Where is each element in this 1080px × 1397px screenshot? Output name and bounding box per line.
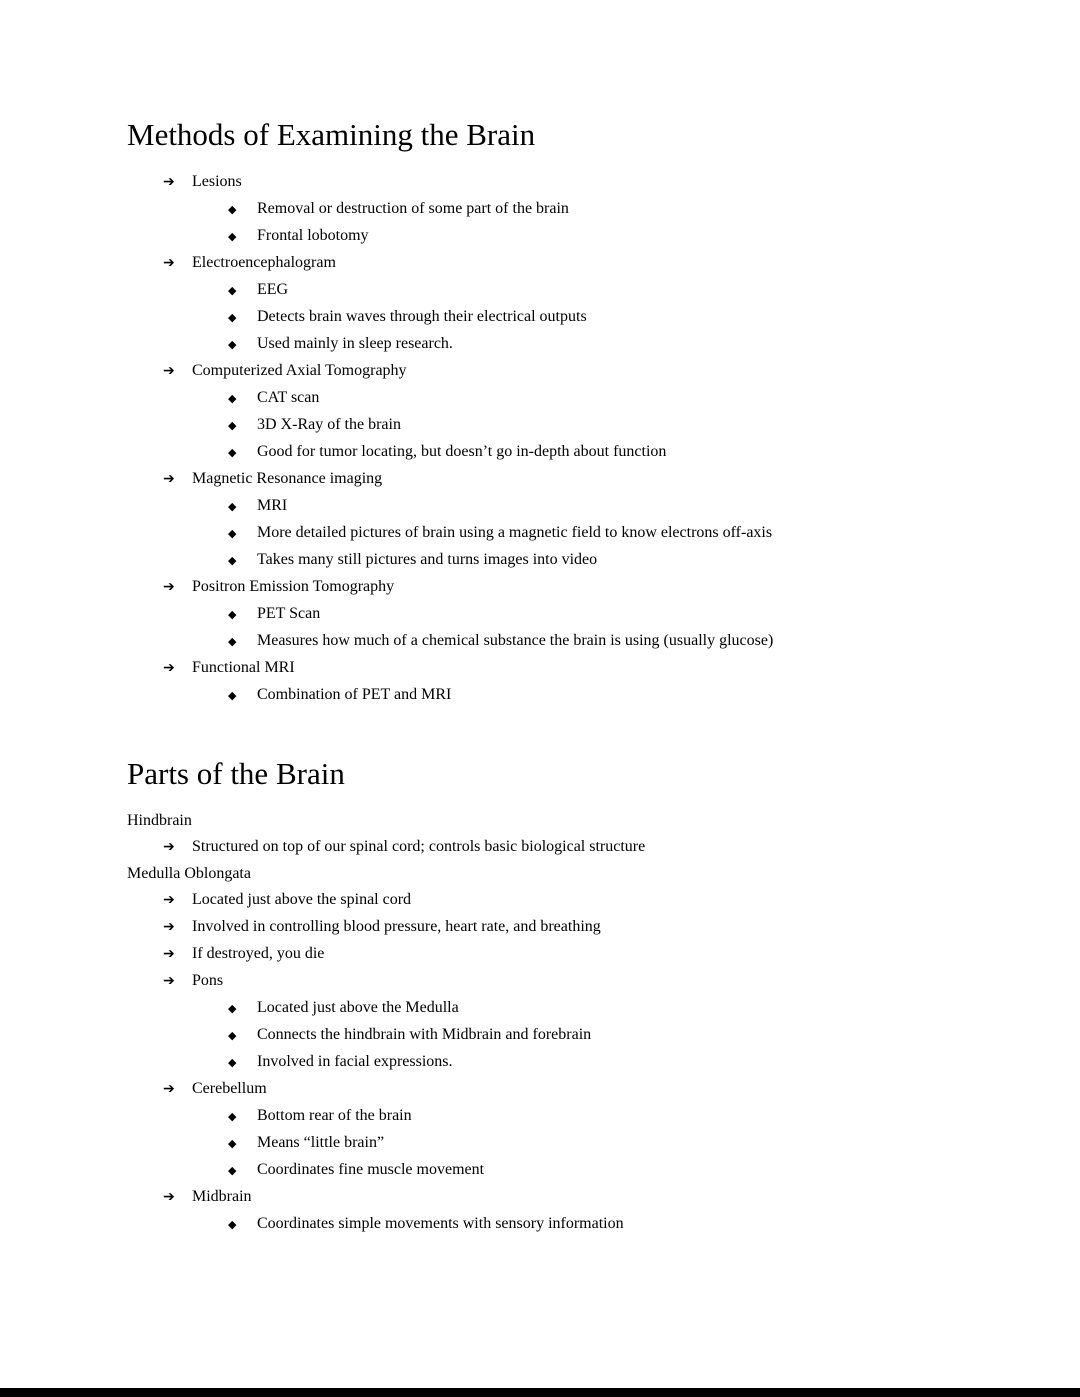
list-item-level2	[228, 304, 1000, 331]
list-item-text: Cerebellum	[192, 1080, 267, 1098]
list-item-text: Used mainly in sleep research.	[257, 335, 453, 353]
list-item-text: Means “little brain”	[257, 1134, 385, 1152]
list-item-text: Positron Emission Tomography	[192, 578, 395, 596]
bullet-list	[127, 887, 1000, 1238]
diamond-bullet-icon: ◆	[228, 1111, 237, 1124]
list-item-text: 3D X-Ray of the brain	[257, 416, 401, 434]
list-item-level2	[228, 1049, 1000, 1076]
arrow-bullet-icon: ➔	[163, 364, 175, 380]
list-item-text: Good for tumor locating, but doesn’t go in-depth about function	[257, 443, 667, 461]
arrow-bullet-icon: ➔	[163, 974, 175, 990]
bullet-list	[127, 169, 1000, 709]
arrow-bullet-icon: ➔	[163, 920, 175, 936]
list-item-text: MRI	[257, 497, 288, 515]
list-item-level2	[228, 385, 1000, 412]
list-item-text: Coordinates simple movements with sensory information	[257, 1215, 624, 1233]
list-item-text: Connects the hindbrain with Midbrain and forebrain	[257, 1026, 592, 1044]
arrow-bullet-icon: ➔	[163, 472, 175, 488]
diamond-bullet-icon: ◆	[228, 1057, 237, 1070]
list-item-level2	[228, 439, 1000, 466]
arrow-bullet-icon: ➔	[163, 1082, 175, 1098]
paragraph: Hindbrain	[127, 812, 192, 830]
arrow-bullet-icon: ➔	[163, 947, 175, 963]
diamond-bullet-icon: ◆	[228, 501, 237, 514]
list-item-level2	[228, 1211, 1000, 1238]
diamond-bullet-icon: ◆	[228, 1138, 237, 1151]
list-item-text: Measures how much of a chemical substance the brain is using (usually glucose)	[257, 632, 774, 650]
bullet-list	[127, 834, 1000, 861]
list-item-text: Structured on top of our spinal cord; controls basic biological structure	[192, 838, 646, 856]
list-item-text: Removal or destruction of some part of the brain	[257, 200, 569, 218]
diamond-bullet-icon: ◆	[228, 555, 237, 568]
paragraph: Medulla Oblongata	[127, 865, 251, 883]
section-heading: Parts of the Brain	[127, 756, 345, 792]
list-item-level2	[228, 628, 1000, 655]
diamond-bullet-icon: ◆	[228, 1165, 237, 1178]
diamond-bullet-icon: ◆	[228, 528, 237, 541]
list-item-text: CAT scan	[257, 389, 320, 407]
arrow-bullet-icon: ➔	[163, 661, 175, 677]
arrow-bullet-icon: ➔	[163, 256, 175, 272]
list-item-text: Lesions	[192, 173, 242, 191]
list-item-level1	[163, 1076, 1000, 1103]
list-item-level1	[163, 1184, 1000, 1211]
document-content	[127, 116, 1000, 1238]
arrow-bullet-icon: ➔	[163, 580, 175, 596]
list-item-text: Bottom rear of the brain	[257, 1107, 412, 1125]
list-item-level2	[228, 223, 1000, 250]
list-item-text: If destroyed, you die	[192, 945, 325, 963]
diamond-bullet-icon: ◆	[228, 420, 237, 433]
diamond-bullet-icon: ◆	[228, 447, 237, 460]
list-item-level1	[163, 466, 1000, 493]
diamond-bullet-icon: ◆	[228, 690, 237, 703]
diamond-bullet-icon: ◆	[228, 609, 237, 622]
diamond-bullet-icon: ◆	[228, 1003, 237, 1016]
arrow-bullet-icon: ➔	[163, 1190, 175, 1206]
list-item-level2	[228, 682, 1000, 709]
list-item-level2	[228, 547, 1000, 574]
list-item-text: Located just above the Medulla	[257, 999, 459, 1017]
diamond-bullet-icon: ◆	[228, 339, 237, 352]
list-item-text: EEG	[257, 281, 289, 299]
list-item-text: Computerized Axial Tomography	[192, 362, 407, 380]
arrow-bullet-icon: ➔	[163, 893, 175, 909]
list-item-level2	[228, 277, 1000, 304]
list-item-text: Involved in facial expressions.	[257, 1053, 453, 1071]
list-item-level1	[163, 655, 1000, 682]
list-item-level1	[163, 914, 1000, 941]
list-item-level2	[228, 1103, 1000, 1130]
list-item-level1	[163, 968, 1000, 995]
list-item-level2	[228, 520, 1000, 547]
diamond-bullet-icon: ◆	[228, 312, 237, 325]
diamond-bullet-icon: ◆	[228, 204, 237, 217]
list-item-text: Electroencephalogram	[192, 254, 336, 272]
list-item-level1	[163, 887, 1000, 914]
list-item-text: More detailed pictures of brain using a magnetic field to know electrons off-axis	[257, 524, 773, 542]
list-item-level2	[228, 412, 1000, 439]
section-heading: Methods of Examining the Brain	[127, 117, 536, 152]
diamond-bullet-icon: ◆	[228, 231, 237, 244]
list-item-text: Detects brain waves through their electrical outputs	[257, 308, 587, 326]
list-item-level1	[163, 574, 1000, 601]
list-item-text: Located just above the spinal cord	[192, 891, 412, 909]
list-item-level1	[163, 358, 1000, 385]
list-item-text: Coordinates fine muscle movement	[257, 1161, 485, 1179]
list-item-level1	[163, 941, 1000, 968]
diamond-bullet-icon: ◆	[228, 1030, 237, 1043]
page-bottom-edge	[0, 1388, 1080, 1397]
list-item-text: Pons	[192, 972, 224, 990]
list-item-level2	[228, 1157, 1000, 1184]
list-item-text: PET Scan	[257, 605, 321, 623]
list-item-level2	[228, 1130, 1000, 1157]
diamond-bullet-icon: ◆	[228, 285, 237, 298]
list-item-level1	[163, 834, 1000, 861]
diamond-bullet-icon: ◆	[228, 636, 237, 649]
list-item-level2	[228, 196, 1000, 223]
list-item-level1	[163, 250, 1000, 277]
list-item-level2	[228, 601, 1000, 628]
list-item-text: Midbrain	[192, 1188, 252, 1206]
list-item-text: Combination of PET and MRI	[257, 686, 452, 704]
list-item-level2	[228, 1022, 1000, 1049]
arrow-bullet-icon: ➔	[163, 840, 175, 856]
list-item-text: Takes many still pictures and turns images into video	[257, 551, 598, 569]
list-item-level1	[163, 169, 1000, 196]
list-item-level2	[228, 331, 1000, 358]
list-item-text: Frontal lobotomy	[257, 227, 369, 245]
list-item-text: Functional MRI	[192, 659, 295, 677]
diamond-bullet-icon: ◆	[228, 393, 237, 406]
arrow-bullet-icon: ➔	[163, 175, 175, 191]
list-item-text: Involved in controlling blood pressure, heart rate, and breathing	[192, 918, 601, 936]
list-item-level2	[228, 493, 1000, 520]
list-item-text: Magnetic Resonance imaging	[192, 470, 383, 488]
list-item-level2	[228, 995, 1000, 1022]
diamond-bullet-icon: ◆	[228, 1219, 237, 1232]
